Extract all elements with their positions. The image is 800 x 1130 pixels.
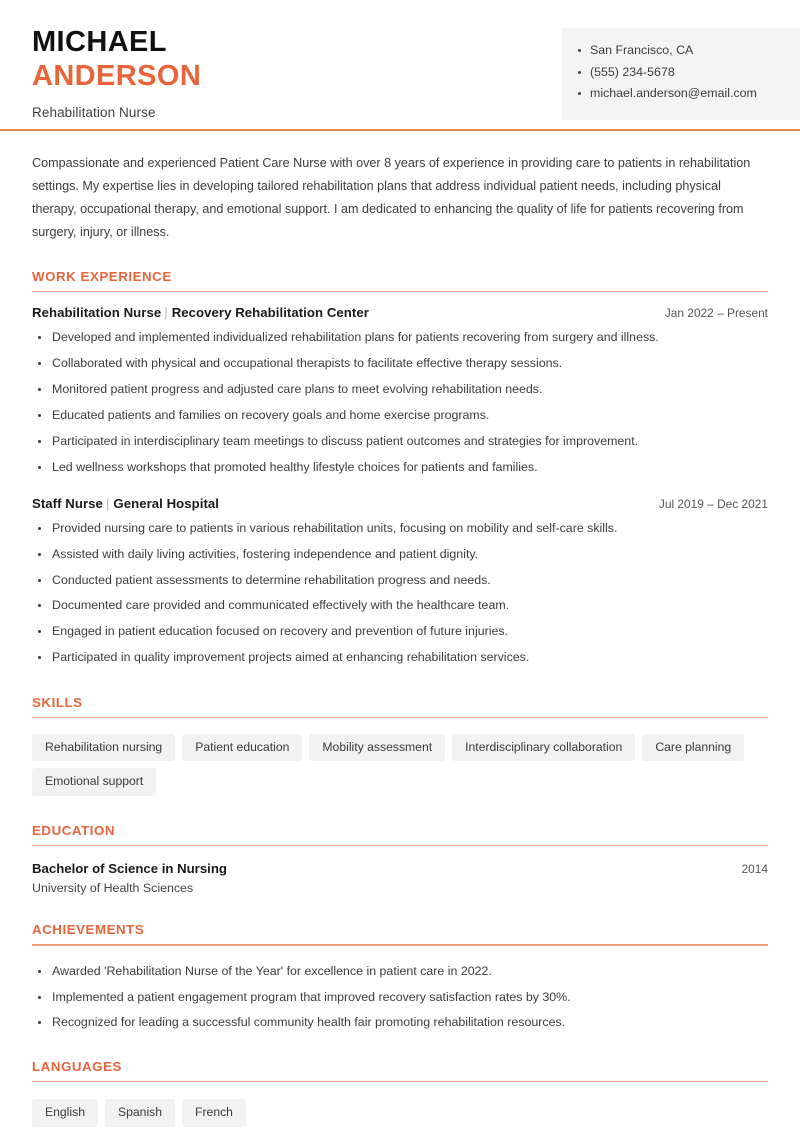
section-work-experience [32,269,768,667]
contact-phone[interactable]: (555) 234-5678 [576,65,800,81]
bullet-item: Conducted patient assessments to determine rehabilitation progress and needs. [32,572,768,589]
bullet-item: Collaborated with physical and occupational therapists to facilitate effective therapy sessions. [32,355,768,372]
section-title-achievements: ACHIEVEMENTS [32,922,145,938]
skill-tag: Interdisciplinary collaboration [452,734,635,761]
bullet-item: Participated in quality improvement projects aimed at enhancing rehabilitation services. [32,649,768,666]
header-identity [0,0,201,120]
bullet-item: Monitored patient progress and adjusted care plans to meet evolving rehabilitation needs. [32,381,768,398]
section-divider [32,845,768,847]
section-achievements [32,922,768,1032]
education-item [32,861,768,895]
achievements-list [32,963,768,1032]
experience-title-line [32,496,219,511]
section-divider [32,717,768,719]
first-name: MICHAEL [32,26,167,58]
skill-tag: Mobility assessment [309,734,445,761]
header-job-title: Rehabilitation Nurse [32,104,156,120]
title-separator: | [105,495,110,511]
section-divider [32,1081,768,1083]
education-degree: Bachelor of Science in Nursing [32,861,227,877]
section-title-languages: LANGUAGES [32,1058,122,1074]
experience-header [32,305,768,320]
contact-info-box [562,28,800,120]
bullet-item: Awarded 'Rehabilitation Nurse of the Year' for excellence in patient care in 2022. [32,963,768,980]
language-tag: Spanish [105,1099,175,1126]
experience-company: General Hospital [113,495,219,511]
experience-bullets [32,520,768,667]
skill-tag: Care planning [642,734,744,761]
bullet-item: Recognized for leading a successful community health fair promoting rehabilitation resources. [32,1014,768,1031]
bullet-item: Developed and implemented individualized rehabilitation plans for patients recovering from surgery and illness. [32,329,768,346]
section-title-education: EDUCATION [32,822,116,838]
section-languages [32,1059,768,1127]
experience-item [32,305,768,476]
section-title-skills: SKILLS [32,694,83,710]
languages-tag-list [32,1099,768,1126]
title-separator: | [164,305,168,321]
skills-tag-list [32,734,768,795]
experience-title-line [32,305,369,320]
skill-tag: Emotional support [32,768,156,795]
section-education [32,823,768,896]
language-tag: French [182,1099,246,1126]
experience-item [32,496,768,667]
resume-body [0,152,800,1127]
professional-summary: Compassionate and experienced Patient Care Nurse with over 8 years of experience in providing care to patients in rehabilitation settings. My expertise lies in developing tailored rehabilitation plans that address individual patient needs, including physical therapy, occupational therapy, and emotional support. I am dedicated to enhancing the quality of life for patients recovering from surgery, injury, or illness. [32,156,751,239]
section-title-work-experience: WORK EXPERIENCE [32,268,172,284]
bullet-item: Implemented a patient engagement program that improved recovery satisfaction rates by 30%. [32,989,768,1006]
header-divider [0,129,800,131]
education-year: 2014 [741,862,768,877]
contact-location: San Francisco, CA [576,43,800,59]
experience-bullets [32,329,768,476]
bullet-item: Participated in interdisciplinary team meetings to discuss patient outcomes and strategies for improvement. [32,433,768,450]
section-divider [32,291,768,293]
contact-email[interactable]: michael.anderson@email.com [576,86,800,102]
experience-dates: Jan 2022 – Present [664,306,768,321]
section-divider [32,944,768,946]
education-header [32,861,768,876]
experience-header [32,496,768,511]
bullet-item: Engaged in patient education focused on recovery and prevention of future injuries. [32,623,768,640]
bullet-item: Provided nursing care to patients in various rehabilitation units, focusing on mobility and self-care skills. [32,520,768,537]
bullet-item: Documented care provided and communicated effectively with the healthcare team. [32,597,768,614]
contact-list [576,43,800,102]
language-tag: English [32,1099,98,1126]
bullet-item: Led wellness workshops that promoted healthy lifestyle choices for patients and families. [32,459,768,476]
experience-role: Rehabilitation Nurse [32,305,162,321]
skill-tag: Rehabilitation nursing [32,734,175,761]
skill-tag: Patient education [182,734,302,761]
section-skills [32,695,768,796]
bullet-item: Educated patients and families on recovery goals and home exercise programs. [32,407,768,424]
resume-header [0,0,800,129]
bullet-item: Assisted with daily living activities, fostering independence and patient dignity. [32,546,768,563]
experience-dates: Jul 2019 – Dec 2021 [658,496,768,511]
experience-company: Recovery Rehabilitation Center [171,305,369,321]
last-name: ANDERSON [32,59,202,92]
education-school: University of Health Sciences [32,881,194,896]
experience-role: Staff Nurse [32,495,103,511]
